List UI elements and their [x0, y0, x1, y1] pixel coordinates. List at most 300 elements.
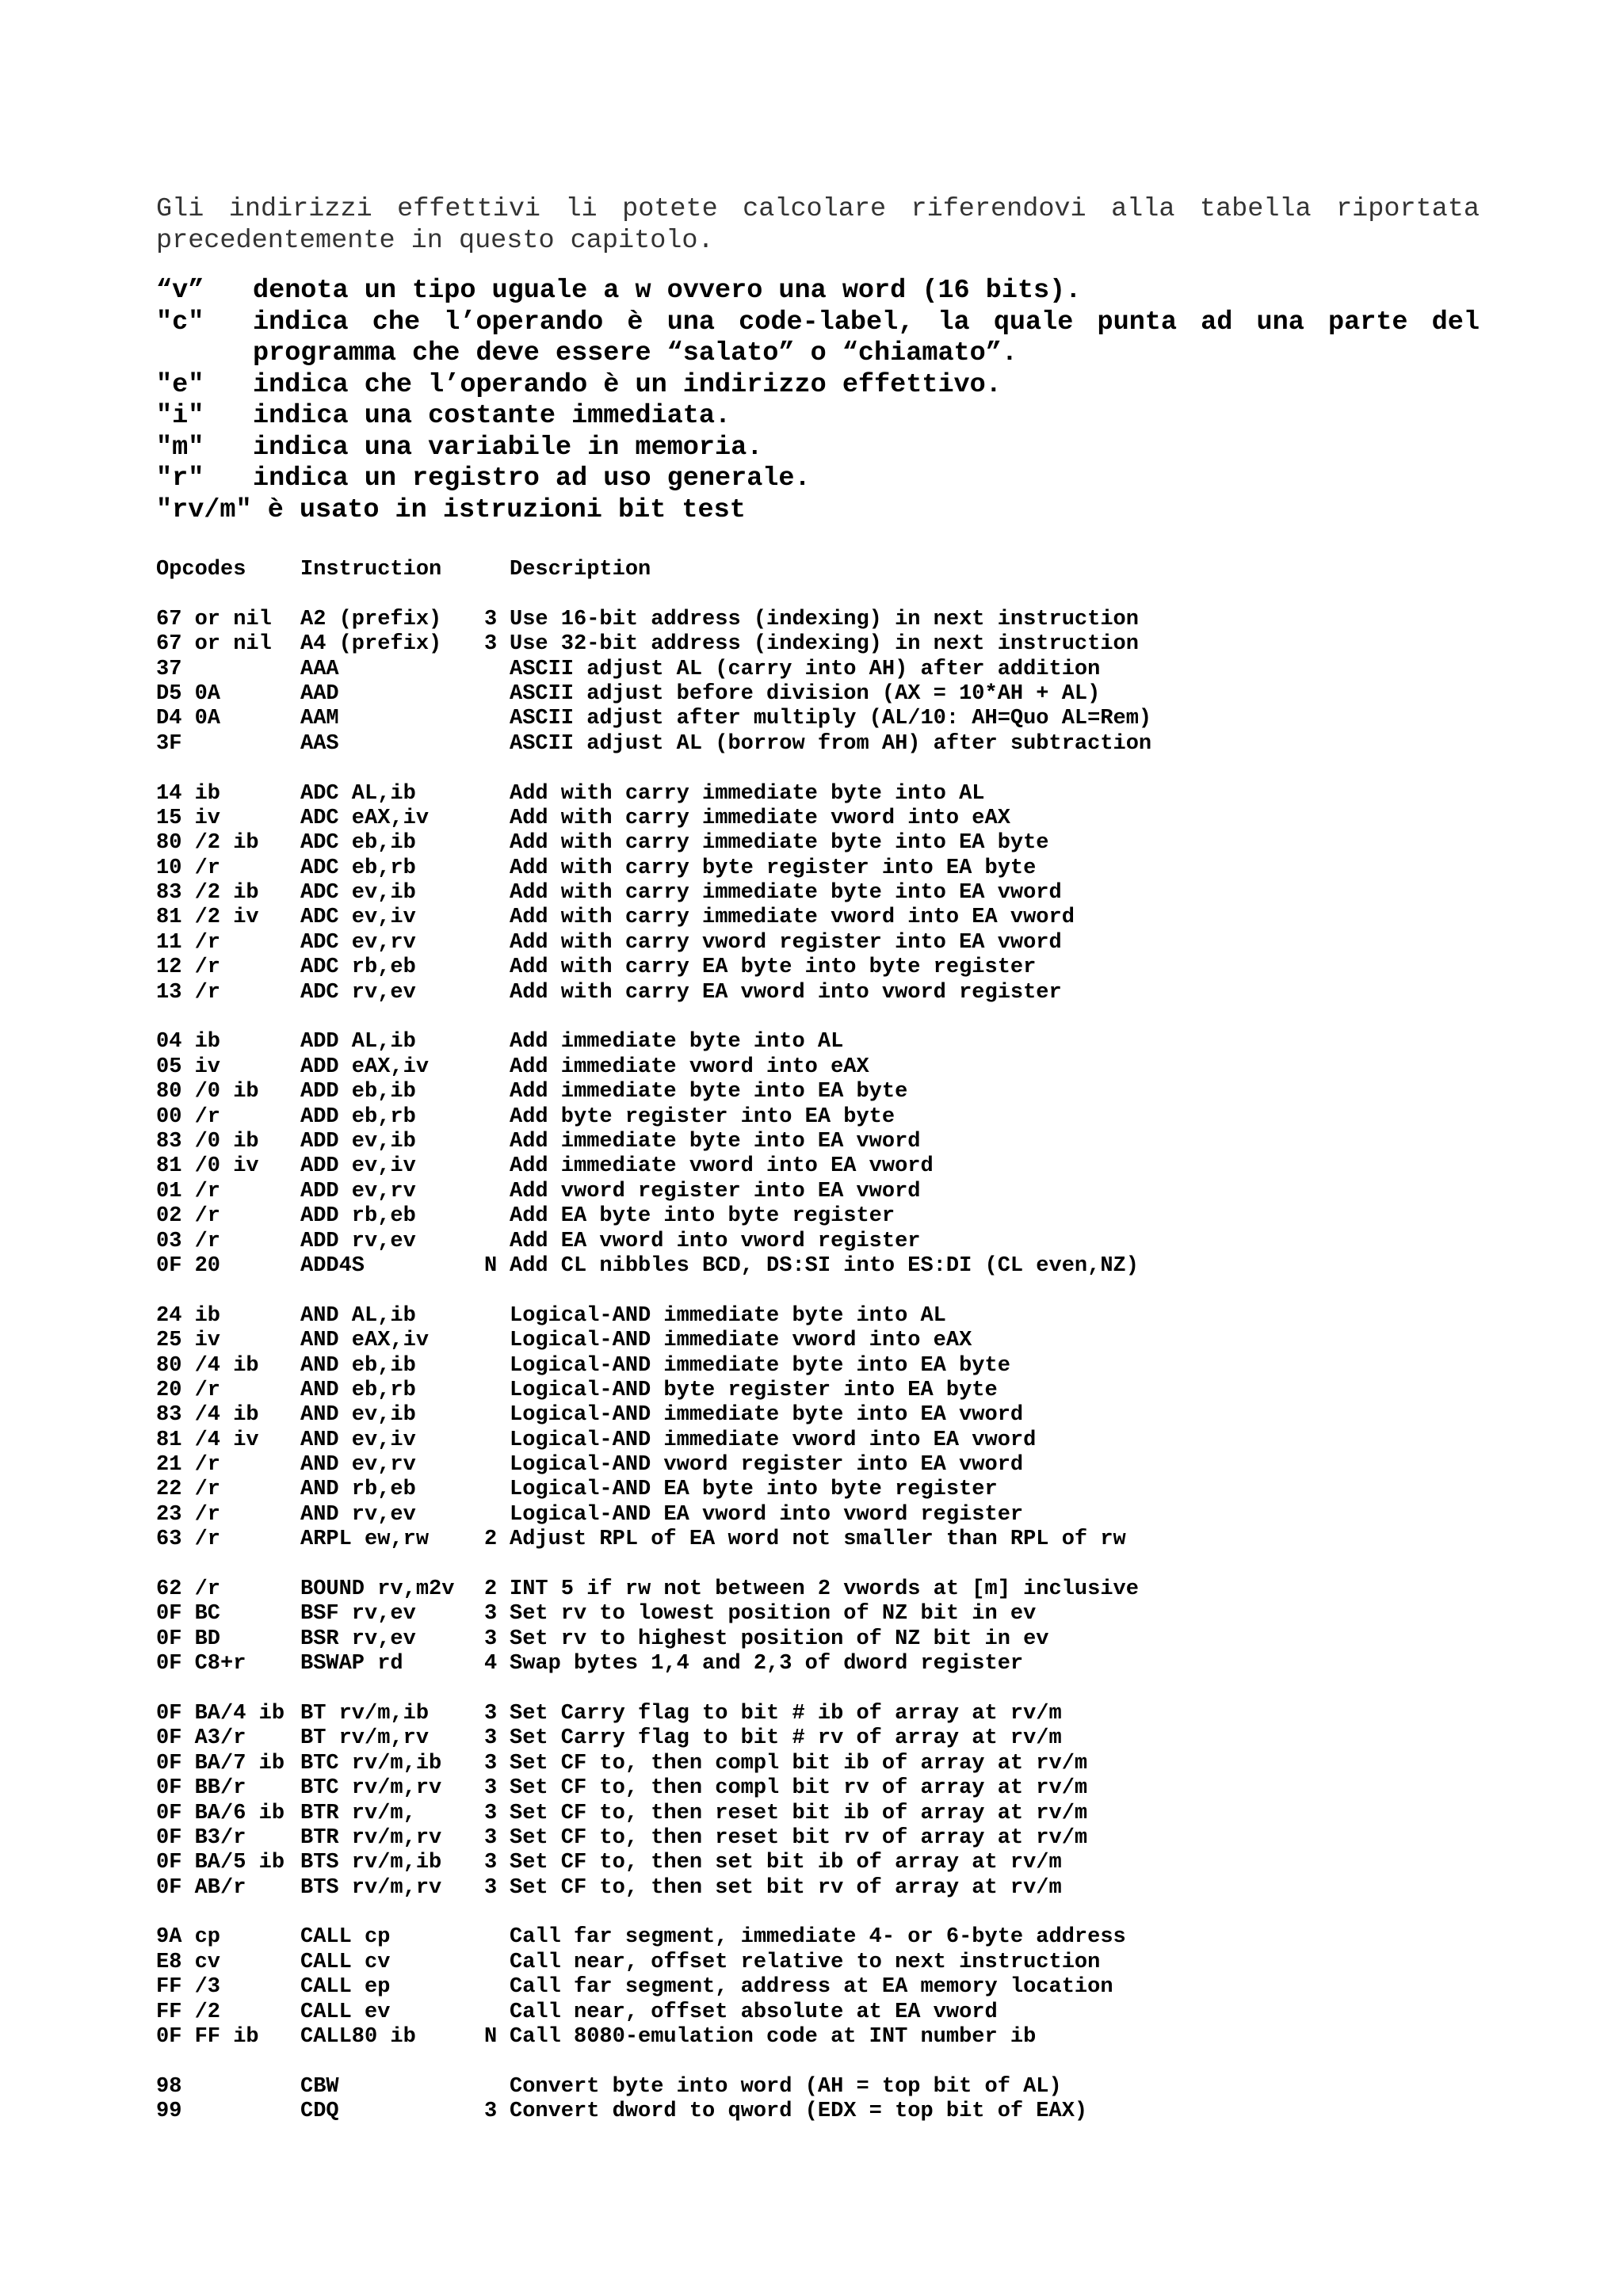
description-cell: Set Carry flag to bit # ib of array at rv/m [510, 1701, 1062, 1726]
opcode-cell: 01 /r [156, 1179, 221, 1203]
table-row [156, 981, 1480, 1005]
table-row [156, 1802, 1480, 1826]
cpu-flag-cell [484, 1403, 510, 1428]
table-row [156, 1230, 1480, 1254]
opcode-cell: FF /3 [156, 1975, 221, 2000]
opcode-cell: 37 [156, 657, 182, 681]
opcode-cell: 20 /r [156, 1378, 221, 1402]
legend-item [156, 463, 1480, 495]
description-cell: Set CF to, then set bit ib of array at rv/m [510, 1851, 1062, 1875]
table-row [156, 1080, 1480, 1104]
opcode-cell: 0F BA/5 ib [156, 1851, 285, 1875]
legend-item [156, 307, 1480, 370]
cpu-flag-cell [484, 1105, 510, 1130]
instruction-cell: BSF rv,ev [300, 1602, 416, 1627]
table-row [156, 807, 1480, 831]
legend-text: indica un registro ad uso generale. [253, 463, 811, 494]
opcode-cell: 80 /0 ib [156, 1080, 259, 1104]
cpu-flag-cell [484, 1180, 510, 1204]
table-row [156, 955, 1480, 980]
instruction-cell: ADD AL,ib [300, 1030, 416, 1055]
cpu-flag-cell [484, 2000, 510, 2025]
opcode-table [156, 558, 1480, 2125]
description-cell: Add immediate byte into AL [510, 1030, 844, 1055]
table-row [156, 1752, 1480, 1776]
opcode-cell: E8 cv [156, 1950, 221, 1974]
cpu-flag-cell: 3 [484, 1751, 498, 1775]
instruction-cell: BTS rv/m,ib [300, 1851, 442, 1875]
table-row [156, 1851, 1480, 1875]
cpu-flag-cell [484, 1951, 510, 1975]
notation-legend [156, 276, 1480, 526]
table-row [156, 1602, 1480, 1627]
instruction-cell: BSR rv,ev [300, 1627, 416, 1651]
cpu-flag-cell [484, 981, 510, 1005]
cpu-flag-cell [484, 658, 510, 682]
description-cell: ASCII adjust after multiply (AL/10: AH=Quo AL=Rem) [510, 707, 1152, 731]
opcode-cell: 80 /4 ib [156, 1353, 259, 1378]
cpu-flag-cell [484, 931, 510, 955]
description-cell: Set CF to, then reset bit ib of array at rv/m [510, 1801, 1088, 1825]
description-cell: Add with carry immediate byte into EA byte [510, 831, 1049, 856]
opcode-cell: 81 /0 iv [156, 1154, 259, 1179]
opcode-cell: 80 /2 ib [156, 831, 259, 856]
opcode-cell: 0F FF ib [156, 2025, 259, 2050]
opcode-cell: D5 0A [156, 681, 221, 706]
description-cell: Call near, offset relative to next instruction [510, 1950, 1101, 1974]
opcode-cell: 83 /4 ib [156, 1403, 259, 1428]
instruction-cell: CALL cv [300, 1950, 391, 1974]
cpu-flag-cell [484, 1379, 510, 1403]
legend-item [156, 370, 1480, 402]
opcode-cell: 3F [156, 731, 182, 756]
cpu-flag-cell [484, 1925, 510, 1950]
cpu-flag-cell [484, 2075, 510, 2100]
cpu-flag-cell [484, 831, 510, 856]
description-cell: Logical-AND immediate vword into eAX [510, 1329, 972, 1353]
legend-symbol: "c" [156, 307, 204, 338]
cpu-flag-cell [484, 1130, 510, 1154]
table-row [156, 1403, 1480, 1428]
table-row [156, 906, 1480, 930]
instruction-group [156, 608, 1480, 757]
table-row [156, 931, 1480, 955]
table-row [156, 1652, 1480, 1676]
cpu-flag-cell: 2 [484, 1527, 498, 1552]
instruction-cell: CALL ev [300, 2000, 391, 2024]
instruction-cell: ADD eb,rb [300, 1104, 416, 1129]
instruction-group [156, 1925, 1480, 2050]
header-description: Description [510, 558, 651, 582]
cpu-flag-cell [484, 782, 510, 807]
opcode-cell: 11 /r [156, 930, 221, 955]
cpu-flag-cell [484, 1503, 510, 1527]
table-row [156, 1826, 1480, 1851]
description-cell: Add immediate vword into eAX [510, 1055, 869, 1079]
table-row [156, 881, 1480, 906]
cpu-flag-cell: 3 [484, 632, 498, 657]
description-cell: Logical-AND byte register into EA byte [510, 1378, 998, 1402]
instruction-cell: AAA [300, 657, 339, 681]
cpu-flag-cell: 3 [484, 1776, 498, 1801]
table-row [156, 1925, 1480, 1950]
description-cell: Use 16-bit address (indexing) in next instruction [510, 607, 1139, 631]
instruction-cell: AND ev,iv [300, 1428, 416, 1452]
legend-text: indica una costante immediata. [253, 401, 731, 431]
opcode-cell: 21 /r [156, 1453, 221, 1478]
opcode-cell: 83 /2 ib [156, 881, 259, 906]
header-instruction: Instruction [300, 558, 442, 582]
opcode-cell: 0F B3/r [156, 1825, 246, 1850]
instruction-cell: BTR rv/m, [300, 1801, 416, 1825]
instruction-cell: ADD rv,ev [300, 1229, 416, 1253]
document-page [156, 193, 1480, 2149]
instruction-cell: AAD [300, 681, 339, 706]
description-cell: Logical-AND immediate byte into AL [510, 1303, 946, 1328]
cpu-flag-cell: 3 [484, 1701, 498, 1726]
instruction-cell: ARPL ew,rw [300, 1527, 430, 1552]
instruction-cell: ADC rv,ev [300, 980, 416, 1005]
description-cell: Add with carry immediate vword into eAX [510, 806, 1010, 830]
table-row [156, 782, 1480, 807]
cpu-flag-cell [484, 1329, 510, 1353]
opcode-cell: 81 /4 iv [156, 1428, 259, 1452]
instruction-cell: BTR rv/m,rv [300, 1825, 442, 1850]
opcode-cell: 99 [156, 2100, 182, 2124]
cpu-flag-cell [484, 1204, 510, 1229]
description-cell: Logical-AND immediate byte into EA byte [510, 1353, 1010, 1378]
table-row [156, 1726, 1480, 1751]
description-cell: Add with carry immediate vword into EA vword [510, 906, 1075, 930]
description-cell: Add immediate vword into EA vword [510, 1154, 934, 1179]
table-row [156, 707, 1480, 731]
instruction-cell: ADD eb,ib [300, 1080, 416, 1104]
opcode-cell: 0F BD [156, 1627, 221, 1651]
opcode-cell: 15 iv [156, 806, 221, 830]
description-cell: Add EA byte into byte register [510, 1204, 896, 1229]
instruction-cell: CALL cp [300, 1925, 391, 1950]
instruction-cell: A4 (prefix) [300, 632, 442, 657]
opcode-cell: 02 /r [156, 1204, 221, 1229]
description-cell: ASCII adjust before division (AX = 10*AH + AL) [510, 681, 1101, 706]
opcode-cell: 0F 20 [156, 1253, 221, 1278]
table-row [156, 2075, 1480, 2100]
cpu-flag-cell [484, 732, 510, 757]
instruction-group [156, 1702, 1480, 1901]
cpu-flag-cell [484, 1354, 510, 1379]
opcode-cell: 23 /r [156, 1502, 221, 1527]
cpu-flag-cell [484, 881, 510, 906]
opcode-cell: 9A cp [156, 1925, 221, 1950]
cpu-flag-cell: 3 [484, 607, 498, 631]
legend-symbol: "m" [156, 432, 204, 463]
opcode-cell: 0F A3/r [156, 1726, 246, 1751]
instruction-cell: ADD eAX,iv [300, 1055, 430, 1079]
table-row [156, 1627, 1480, 1652]
cpu-flag-cell [484, 1080, 510, 1104]
table-row [156, 1453, 1480, 1478]
opcode-cell: 00 /r [156, 1104, 221, 1129]
header-opcodes: Opcodes [156, 558, 246, 582]
description-cell: Adjust RPL of EA word not smaller than RPL of rw [510, 1527, 1126, 1552]
cpu-flag-cell: N [484, 1253, 498, 1278]
table-row [156, 608, 1480, 632]
table-row [156, 1951, 1480, 1975]
table-row [156, 1204, 1480, 1229]
opcode-cell: 83 /0 ib [156, 1129, 259, 1154]
description-cell: Add with carry EA vword into vword register [510, 980, 1062, 1005]
table-row [156, 658, 1480, 682]
description-cell: Swap bytes 1,4 and 2,3 of dword register [510, 1652, 1024, 1676]
description-cell: Add immediate byte into EA byte [510, 1080, 908, 1104]
table-row [156, 632, 1480, 657]
opcode-cell: 25 iv [156, 1329, 221, 1353]
cpu-flag-cell: 3 [484, 1602, 498, 1627]
opcode-cell: FF /2 [156, 2000, 221, 2024]
legend-item [156, 276, 1480, 307]
instruction-cell: BT rv/m,ib [300, 1701, 430, 1726]
table-row [156, 2100, 1480, 2124]
table-row [156, 1702, 1480, 1726]
cpu-flag-cell: 3 [484, 1801, 498, 1825]
instruction-cell: CALL80 ib [300, 2025, 416, 2050]
table-row [156, 856, 1480, 881]
description-cell: Add immediate byte into EA vword [510, 1129, 921, 1154]
opcode-cell: 13 /r [156, 980, 221, 1005]
instruction-cell: AAM [300, 707, 339, 731]
cpu-flag-cell [484, 1975, 510, 2000]
opcode-cell: 12 /r [156, 955, 221, 980]
table-row [156, 1329, 1480, 1353]
legend-text: indica che l’operando è una code-label, la quale punta ad una parte del programma che deve essere “salato” o “chiamato”. [253, 307, 1480, 368]
opcode-cell: 67 or nil [156, 607, 272, 631]
instruction-cell: ADC eb,rb [300, 856, 416, 880]
table-row [156, 1975, 1480, 2000]
description-cell: Logical-AND immediate vword into EA vword [510, 1428, 1037, 1452]
instruction-cell: CDQ [300, 2100, 339, 2124]
instruction-group [156, 1030, 1480, 1279]
opcode-cell: 22 /r [156, 1478, 221, 1502]
cpu-flag-cell [484, 1453, 510, 1478]
instruction-cell: BTC rv/m,ib [300, 1751, 442, 1775]
cpu-flag-cell [484, 1230, 510, 1254]
table-row [156, 1776, 1480, 1801]
description-cell: Add byte register into EA byte [510, 1104, 896, 1129]
cpu-flag-cell: 3 [484, 1726, 498, 1751]
legend-item [156, 433, 1480, 464]
cpu-flag-cell [484, 1304, 510, 1329]
legend-symbol: “v” [156, 276, 204, 306]
description-cell: Logical-AND immediate byte into EA vword [510, 1403, 1024, 1428]
table-row [156, 2025, 1480, 2050]
cpu-flag-cell: 2 [484, 1577, 498, 1602]
description-cell: Use 32-bit address (indexing) in next instruction [510, 632, 1139, 657]
intro-paragraph: Gli indirizzi effettivi li potete calcolare riferendovi alla tabella riportata precedentemente in questo capitolo. [156, 194, 1480, 256]
opcode-cell: 0F BB/r [156, 1776, 246, 1801]
description-cell: Set CF to, then compl bit ib of array at rv/m [510, 1751, 1088, 1775]
description-cell: Add EA vword into vword register [510, 1229, 921, 1253]
description-cell: Logical-AND EA byte into byte register [510, 1478, 998, 1502]
instruction-cell: ADD4S [300, 1253, 365, 1278]
instruction-group [156, 2075, 1480, 2125]
table-row [156, 1876, 1480, 1901]
table-row [156, 1030, 1480, 1055]
table-row [156, 682, 1480, 707]
cpu-flag-cell: 3 [484, 1851, 498, 1875]
opcode-cell: 67 or nil [156, 632, 272, 657]
opcode-cell: 24 ib [156, 1303, 221, 1328]
table-body [156, 608, 1480, 2125]
instruction-cell: AND rv,ev [300, 1502, 416, 1527]
table-row [156, 1478, 1480, 1502]
instruction-cell: ADD ev,iv [300, 1154, 416, 1179]
cpu-flag-cell [484, 807, 510, 831]
table-row [156, 1304, 1480, 1329]
table-row [156, 1503, 1480, 1527]
description-cell: Logical-AND vword register into EA vword [510, 1453, 1024, 1478]
table-row [156, 1577, 1480, 1602]
table-row [156, 1354, 1480, 1379]
description-cell: Call 8080-emulation code at INT number ib [510, 2025, 1037, 2050]
instruction-cell: AND ev,ib [300, 1403, 416, 1428]
cpu-flag-cell: 3 [484, 1627, 498, 1651]
instruction-cell: ADC eb,ib [300, 831, 416, 856]
opcode-cell: 98 [156, 2074, 182, 2099]
legend-text: denota un tipo uguale a w ovvero una word (16 bits). [253, 276, 1082, 306]
table-row [156, 1527, 1480, 1552]
instruction-cell: BTS rv/m,rv [300, 1875, 442, 1900]
description-cell: Convert byte into word (AH = top bit of AL) [510, 2074, 1062, 2099]
opcode-cell: 03 /r [156, 1229, 221, 1253]
description-cell: Set Carry flag to bit # rv of array at rv/m [510, 1726, 1062, 1751]
cpu-flag-cell [484, 1030, 510, 1055]
opcode-cell: 0F BA/6 ib [156, 1801, 285, 1825]
instruction-cell: BTC rv/m,rv [300, 1776, 442, 1801]
opcode-cell: 62 /r [156, 1577, 221, 1602]
instruction-cell: ADC ev,iv [300, 906, 416, 930]
instruction-group [156, 782, 1480, 1006]
instruction-cell: ADC rb,eb [300, 955, 416, 980]
description-cell: Convert dword to qword (EDX = top bit of EAX) [510, 2100, 1088, 2124]
opcode-cell: 04 ib [156, 1030, 221, 1055]
cpu-flag-cell [484, 1055, 510, 1080]
opcode-cell: 0F BA/7 ib [156, 1751, 285, 1775]
description-cell: Call far segment, immediate 4- or 6-byte address [510, 1925, 1126, 1950]
description-cell: Call far segment, address at EA memory location [510, 1975, 1113, 2000]
cpu-flag-cell: 3 [484, 1875, 498, 1900]
instruction-group [156, 1304, 1480, 1553]
description-cell: Add CL nibbles BCD, DS:SI into ES:DI (CL even,NZ) [510, 1253, 1139, 1278]
instruction-cell: AAS [300, 731, 339, 756]
instruction-cell: ADC ev,ib [300, 881, 416, 906]
instruction-cell: BSWAP rd [300, 1652, 403, 1676]
instruction-cell: AND AL,ib [300, 1303, 416, 1328]
description-cell: Set CF to, then reset bit rv of array at rv/m [510, 1825, 1088, 1850]
description-cell: Add with carry EA byte into byte register [510, 955, 1037, 980]
cpu-flag-cell [484, 955, 510, 980]
table-row [156, 1154, 1480, 1179]
description-cell: Set rv to lowest position of NZ bit in ev [510, 1602, 1037, 1627]
cpu-flag-cell [484, 906, 510, 930]
description-cell: Add with carry byte register into EA byte [510, 856, 1037, 880]
legend-symbol: "r" [156, 463, 204, 494]
description-cell: ASCII adjust AL (carry into AH) after addition [510, 657, 1101, 681]
instruction-cell: ADC AL,ib [300, 781, 416, 806]
opcode-cell: 0F C8+r [156, 1652, 246, 1676]
instruction-cell: AND eb,ib [300, 1353, 416, 1378]
instruction-cell: AND eAX,iv [300, 1329, 430, 1353]
description-cell: Add vword register into EA vword [510, 1179, 921, 1203]
instruction-cell: A2 (prefix) [300, 607, 442, 631]
table-row [156, 1055, 1480, 1080]
cpu-flag-cell: 3 [484, 1825, 498, 1850]
description-cell: ASCII adjust AL (borrow from AH) after subtraction [510, 731, 1152, 756]
opcode-cell: 0F BC [156, 1602, 221, 1627]
cpu-flag-cell: 4 [484, 1652, 498, 1676]
instruction-cell: ADC ev,rv [300, 930, 416, 955]
legend-symbol: "i" [156, 401, 204, 431]
description-cell: Add with carry immediate byte into AL [510, 781, 985, 806]
legend-text: "rv/m" è usato in istruzioni bit test [156, 494, 746, 525]
instruction-cell: ADC eAX,iv [300, 806, 430, 830]
description-cell: Set rv to highest position of NZ bit in ev [510, 1627, 1049, 1651]
cpu-flag-cell: N [484, 2025, 498, 2050]
description-cell: Set CF to, then compl bit rv of array at rv/m [510, 1776, 1088, 1801]
legend-text: indica che l’operando è un indirizzo effettivo. [253, 369, 1002, 400]
table-row [156, 1105, 1480, 1130]
opcode-cell: D4 0A [156, 707, 221, 731]
instruction-cell: ADD ev,rv [300, 1179, 416, 1203]
description-cell: Call near, offset absolute at EA vword [510, 2000, 998, 2024]
table-row [156, 1428, 1480, 1453]
instruction-cell: BOUND rv,m2v [300, 1577, 455, 1602]
description-cell: Logical-AND EA vword into vword register [510, 1502, 1024, 1527]
description-cell: Set CF to, then set bit rv of array at rv/m [510, 1875, 1062, 1900]
instruction-cell: ADD ev,ib [300, 1129, 416, 1154]
cpu-flag-cell [484, 856, 510, 881]
instruction-group [156, 1577, 1480, 1677]
opcode-cell: 05 iv [156, 1055, 221, 1079]
cpu-flag-cell [484, 1428, 510, 1453]
description-cell: Add with carry immediate byte into EA vword [510, 881, 1062, 906]
cpu-flag-cell [484, 707, 510, 731]
instruction-cell: AND rb,eb [300, 1478, 416, 1502]
instruction-cell: BT rv/m,rv [300, 1726, 430, 1751]
table-header [156, 558, 1480, 582]
cpu-flag-cell: 3 [484, 2100, 498, 2124]
legend-item-bit-test [156, 495, 1480, 527]
cpu-flag-cell [484, 1478, 510, 1502]
table-row [156, 732, 1480, 757]
legend-symbol: "e" [156, 369, 204, 400]
table-row [156, 1180, 1480, 1204]
opcode-cell: 81 /2 iv [156, 906, 259, 930]
instruction-cell: AND eb,rb [300, 1378, 416, 1402]
opcode-cell: 63 /r [156, 1527, 221, 1552]
table-row [156, 2000, 1480, 2025]
instruction-cell: ADD rb,eb [300, 1204, 416, 1229]
table-row [156, 1254, 1480, 1279]
opcode-cell: 10 /r [156, 856, 221, 880]
cpu-flag-cell [484, 682, 510, 707]
instruction-cell: AND ev,rv [300, 1453, 416, 1478]
instruction-cell: CBW [300, 2074, 339, 2099]
description-cell: Add with carry vword register into EA vword [510, 930, 1062, 955]
opcode-cell: 0F AB/r [156, 1875, 246, 1900]
table-row [156, 1379, 1480, 1403]
opcode-cell: 14 ib [156, 781, 221, 806]
opcode-cell: 0F BA/4 ib [156, 1701, 285, 1726]
